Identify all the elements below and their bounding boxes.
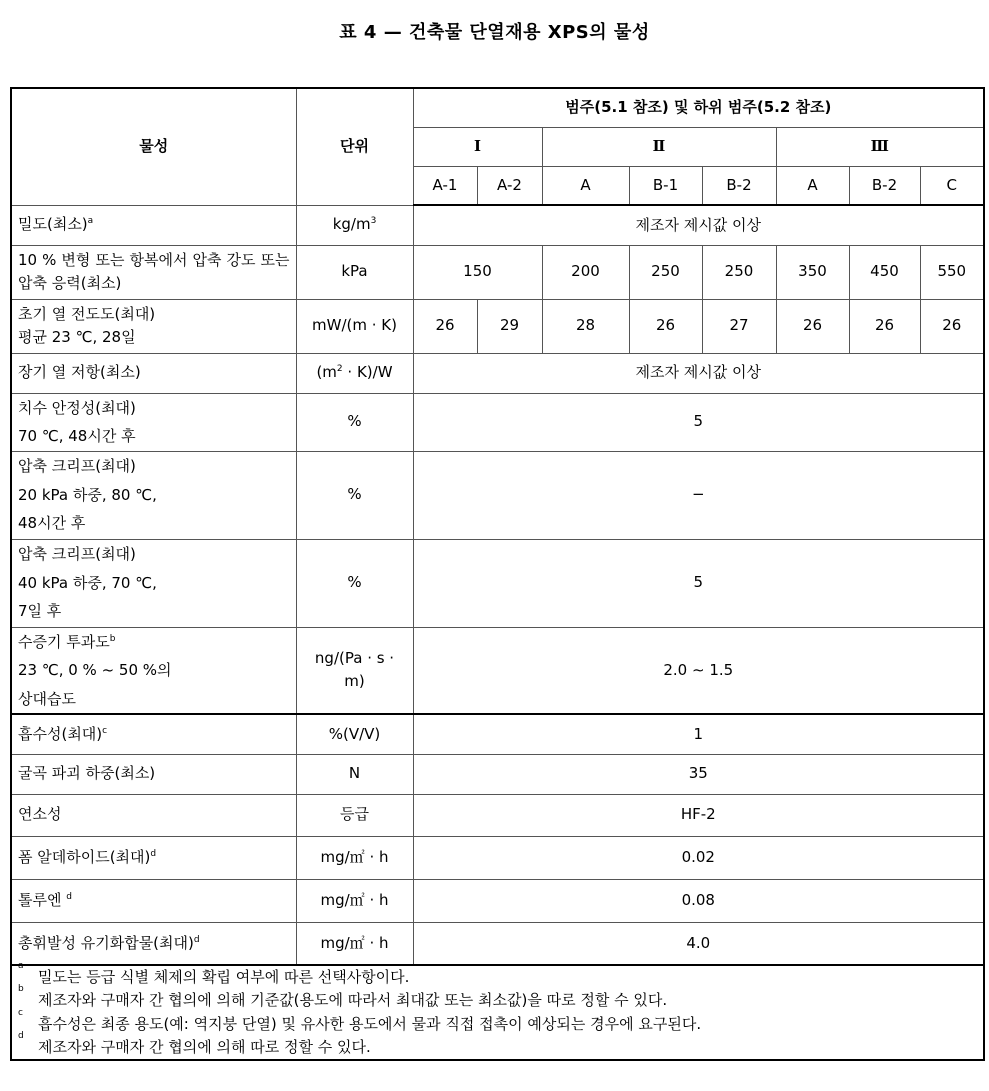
- label-absorb: 흡수성(최대)$^c$: [11, 714, 296, 754]
- sub-c: C: [920, 166, 984, 205]
- row-voc: [11, 922, 984, 965]
- label-flame: 연소성: [11, 794, 296, 836]
- label-conduct: 초기 열 전도도(최대) 평균 23 ℃, 28일: [11, 299, 296, 353]
- value-compress-5: 350: [776, 245, 849, 299]
- unit-stability: %: [296, 393, 413, 451]
- value-absorb: 1: [413, 714, 984, 754]
- sub-b2: B-2: [702, 166, 776, 205]
- value-conduct-8: 26: [920, 299, 984, 353]
- value-conduct-6: 26: [776, 299, 849, 353]
- unit-density: $kg/m^3$: [296, 205, 413, 245]
- unit-absorb: %(V/V): [296, 714, 413, 754]
- unit-voc: mg/㎡ · h: [296, 922, 413, 965]
- footnote-c: c 흡수성은 최종 용도(예: 역지붕 단열) 및 유사한 용도에서 물과 직접 접촉이 예상되는 경우에 요구된다.: [18, 1007, 702, 1033]
- value-voc: 4.0: [413, 922, 984, 965]
- table-title: 표 4 — 건축물 단열재용 XPS의 물성: [339, 22, 650, 43]
- row-compress: [11, 245, 984, 299]
- footnote-a: a 밀도는 등급 식별 체제의 확립 여부에 따른 선택사항이다.: [18, 961, 410, 986]
- label-density: 밀도(최소)$^a$: [11, 205, 296, 245]
- properties-table: [10, 87, 985, 1061]
- value-conduct-5: 27: [702, 299, 776, 353]
- value-bending: 35: [413, 754, 984, 794]
- unit-compress: kPa: [296, 245, 413, 299]
- header-unit: 단위: [296, 88, 413, 205]
- label-creep-2: 압축 크리프(최대) 40 kPa 하중, 70 ℃, 7일 후: [11, 539, 296, 627]
- value-compress-7: 550: [920, 245, 984, 299]
- unit-toluene: mg/㎡ · h: [296, 879, 413, 922]
- sub-a2: A-2: [477, 166, 542, 205]
- footnote-b: b 제조자와 구매자 간 협의에 의해 기준값(용도에 따라서 최대값 또는 최소값)을 따로 정할 수 있다.: [18, 984, 668, 1010]
- label-vapor: 수증기 투과도$^b$ 23 ℃, 0 % ~ 50 %의 상대습도: [11, 627, 296, 714]
- unit-flame: 등급: [296, 794, 413, 836]
- footnote-d: d 제조자와 구매자 간 협의에 의해 따로 정할 수 있다.: [18, 1030, 371, 1056]
- value-toluene: 0.08: [413, 879, 984, 922]
- row-creep-1: [11, 451, 984, 539]
- label-toluene: 톨루엔 $^d$: [11, 879, 296, 922]
- label-bending: 굴곡 파괴 하중(최소): [11, 754, 296, 794]
- row-toluene: [11, 879, 984, 922]
- value-conduct-4: 26: [629, 299, 702, 353]
- unit-bending: N: [296, 754, 413, 794]
- header-row-1: [11, 88, 984, 127]
- unit-creep-2: %: [296, 539, 413, 627]
- row-flame: [11, 794, 984, 836]
- sub-b1: B-1: [629, 166, 702, 205]
- value-compress-3: 250: [629, 245, 702, 299]
- row-vapor: [11, 627, 984, 714]
- row-absorb: [11, 714, 984, 754]
- value-compress-1: 150: [413, 245, 542, 299]
- label-formaldehyde: 폼 알데하이드(최대)$^d$: [11, 836, 296, 879]
- value-compress-2: 200: [542, 245, 629, 299]
- unit-formaldehyde: mg/㎡ · h: [296, 836, 413, 879]
- row-resist: [11, 353, 984, 393]
- value-flame: HF-2: [413, 794, 984, 836]
- label-compress: 10 % 변형 또는 항복에서 압축 강도 또는 압축 응력(최소): [11, 245, 296, 299]
- footnotes-row: [11, 965, 984, 1060]
- label-voc: 총휘발성 유기화합물(최대)$^d$: [11, 922, 296, 965]
- unit-vapor: ng/(Pa · s · m): [296, 627, 413, 714]
- unit-conduct: mW/(m · K): [296, 299, 413, 353]
- sub-b2-3: B-2: [849, 166, 920, 205]
- sub-a1: A-1: [413, 166, 477, 205]
- header-property: 물성: [11, 88, 296, 205]
- row-creep-2: [11, 539, 984, 627]
- label-creep-1: 압축 크리프(최대) 20 kPa 하중, 80 ℃, 48시간 후: [11, 451, 296, 539]
- header-class-3: Ⅲ: [776, 127, 984, 166]
- value-conduct-7: 26: [849, 299, 920, 353]
- label-stability: 치수 안정성(최대) 70 ℃, 48시간 후: [11, 393, 296, 451]
- unit-creep-1: %: [296, 451, 413, 539]
- value-creep-2: 5: [413, 539, 984, 627]
- unit-resist: $(m^2 \cdot K)/W$: [296, 353, 413, 393]
- label-resist: 장기 열 저항(최소): [11, 353, 296, 393]
- row-stability: [11, 393, 984, 451]
- header-class-1: Ⅰ: [413, 127, 542, 166]
- value-conduct-3: 28: [542, 299, 629, 353]
- value-density: 제조자 제시값 이상: [413, 205, 984, 245]
- value-resist: 제조자 제시값 이상: [413, 353, 984, 393]
- row-formaldehyde: [11, 836, 984, 879]
- value-compress-4: 250: [702, 245, 776, 299]
- value-conduct-2: 29: [477, 299, 542, 353]
- header-category: 범주(5.1 참조) 및 하위 범주(5.2 참조): [413, 88, 984, 127]
- value-creep-1: −: [413, 451, 984, 539]
- sub-a: A: [542, 166, 629, 205]
- value-stability: 5: [413, 393, 984, 451]
- header-class-2: Ⅱ: [542, 127, 776, 166]
- footnotes: [11, 961, 984, 1060]
- value-conduct-1: 26: [413, 299, 477, 353]
- row-conduct: [11, 299, 984, 353]
- value-formaldehyde: 0.02: [413, 836, 984, 879]
- value-compress-6: 450: [849, 245, 920, 299]
- row-bending: [11, 754, 984, 794]
- sub-a-3: A: [776, 166, 849, 205]
- row-density: [11, 205, 984, 245]
- value-vapor: 2.0 ∼ 1.5: [413, 627, 984, 714]
